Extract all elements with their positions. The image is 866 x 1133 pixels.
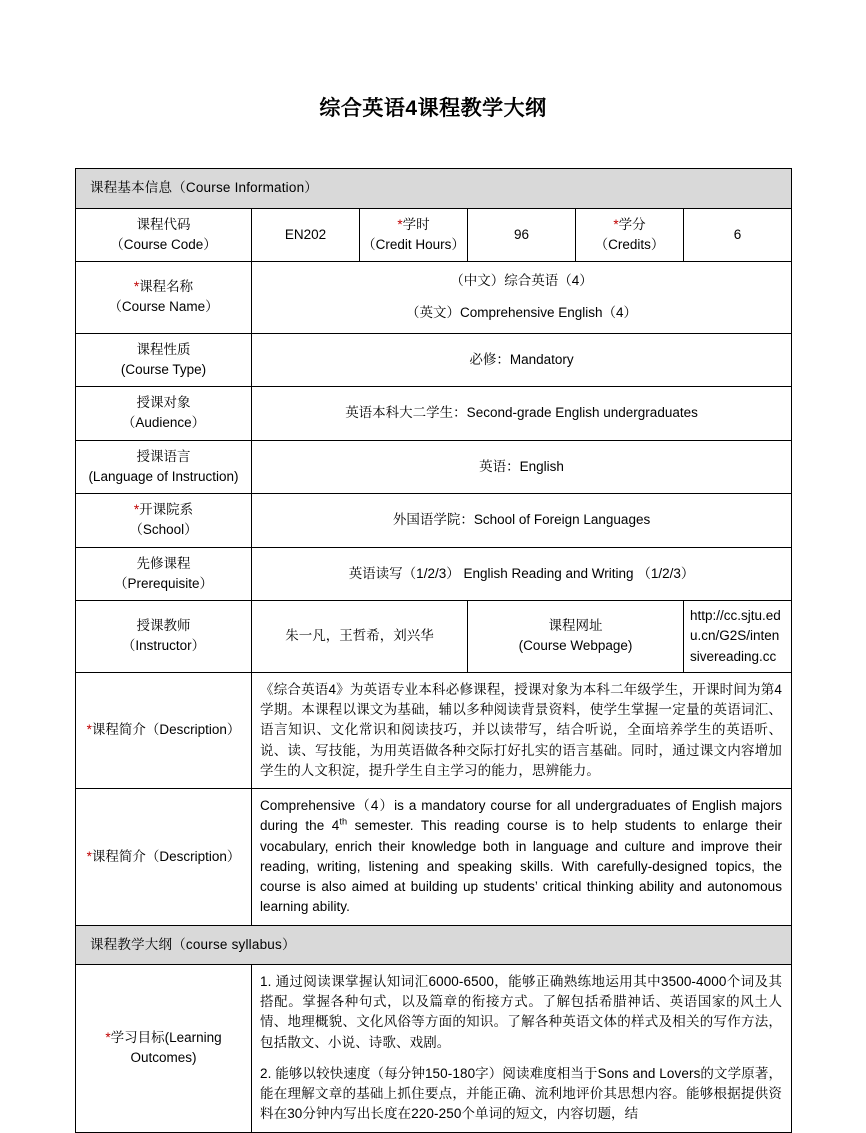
- learning-outcome-item-1: 1. 通过阅读课掌握认知词汇6000-6500，能够正确熟练地运用其中3500-4000个词及其搭配。掌握各种句式，以及篇章的衔接方式。了解包括希腊神话、英语国家的风土人情、地理概貌、文化风俗等方面的知识。了解各种英语文体的样式及相关的写作方法，包括散文、小说、诗歌、戏剧。: [260, 973, 783, 1050]
- table-row: [76, 333, 792, 387]
- section-header-course-syllabus: 课程教学大纲（course syllabus）: [76, 925, 792, 964]
- value-instructor: 朱一凡，王哲希，刘兴华: [252, 601, 468, 673]
- label-course-type-cn: 课程性质: [136, 341, 191, 357]
- table-row: [76, 925, 792, 964]
- spacer: [256, 291, 787, 303]
- label-course-code-en: （Course Code）: [110, 236, 217, 252]
- value-description-en: [252, 789, 792, 926]
- required-marker: *: [397, 216, 403, 232]
- label-credits-cn: *学分: [613, 216, 646, 232]
- label-description-cn: *课程简介（Description）: [76, 672, 252, 788]
- label-prerequisite-en: （Prerequisite）: [113, 575, 214, 591]
- table-row: [76, 262, 792, 334]
- table-row: [76, 208, 792, 262]
- value-credit-hours: 96: [468, 208, 576, 262]
- value-course-name: [252, 262, 792, 334]
- value-course-type: 必修：Mandatory: [252, 333, 792, 387]
- required-marker: *: [105, 1029, 111, 1045]
- table-row: [76, 672, 792, 788]
- label-prerequisite: [76, 547, 252, 601]
- required-marker: *: [133, 502, 140, 518]
- label-credit-hours: [360, 208, 468, 262]
- label-language-of-instruction: [76, 440, 252, 494]
- syllabus-table: [75, 168, 792, 1132]
- label-school-cn: *开课院系: [133, 502, 194, 518]
- label-credits: [576, 208, 684, 262]
- label-course-type-en: (Course Type): [120, 361, 207, 377]
- label-course-name: [76, 262, 252, 334]
- label-course-webpage: [468, 601, 684, 673]
- label-school: [76, 494, 252, 548]
- label-audience-cn: 授课对象: [136, 395, 191, 411]
- value-prerequisite: 英语读写（1/2/3） English Reading and Writing （1/2/3）: [252, 547, 792, 601]
- label-credits-en: （Credits）: [594, 236, 665, 252]
- label-audience: [76, 387, 252, 441]
- label-course-name-en: （Course Name）: [108, 299, 219, 315]
- label-prerequisite-cn: 先修课程: [136, 555, 191, 571]
- label-instructor-cn: 授课教师: [136, 618, 191, 634]
- value-description-cn: 《综合英语4》为英语专业本科必修课程，授课对象为本科二年级学生，开课时间为第4学期。本课程以课文为基础，辅以多种阅读背景资料，使学生掌握一定量的英语词汇、语言知识、文化常识和阅读技巧，并以读带写，结合听说，全面培养学生的英语听、说、读、写技能，为用英语做各种交际打好扎实的语言基础。同时，通过课文内容增加学生的人文积淀，提升学生自主学习的能力，思辨能力。: [252, 672, 792, 788]
- value-course-name-en: （英文）Comprehensive English（4）: [405, 305, 638, 321]
- table-row: [76, 964, 792, 1132]
- table-row: [76, 387, 792, 441]
- required-marker: *: [613, 216, 619, 232]
- label-language-en: (Language of Instruction): [88, 468, 239, 484]
- label-credit-hours-cn: *学时: [397, 216, 430, 232]
- label-description-en: *课程简介（Description）: [76, 789, 252, 926]
- value-course-name-cn: （中文）综合英语（4）: [450, 273, 593, 289]
- learning-outcome-item-2: 2. 能够以较快速度（每分钟150-180字）阅读难度相当于Sons and Lovers的文学原著，能在理解文章的基础上抓住要点，并能正确、流利地评价其思想内容。能够根据提供资料在30分钟内写出长度在220-250个单词的短文，内容切题，结: [260, 1065, 783, 1122]
- label-instructor-en: （Instructor）: [121, 638, 206, 654]
- label-course-name-cn: *课程名称: [133, 279, 194, 295]
- label-instructor: [76, 601, 252, 673]
- label-audience-en: （Audience）: [121, 415, 206, 431]
- label-learning-outcomes: *学习目标(Learning Outcomes): [76, 964, 252, 1132]
- table-row: [76, 547, 792, 601]
- value-course-code: EN202: [252, 208, 360, 262]
- required-marker: *: [133, 279, 140, 295]
- label-course-webpage-cn: 课程网址: [548, 618, 603, 634]
- table-row: [76, 169, 792, 208]
- value-school: 外国语学院：School of Foreign Languages: [252, 494, 792, 548]
- table-row: [76, 440, 792, 494]
- value-course-webpage-url[interactable]: http://cc.sjtu.edu.cn/G2S/intensivereading.cc: [684, 601, 792, 673]
- label-course-code: [76, 208, 252, 262]
- section-header-course-information: 课程基本信息（Course Information）: [76, 169, 792, 208]
- value-audience: 英语本科大二学生：Second-grade English undergraduates: [252, 387, 792, 441]
- label-credit-hours-en: （Credit Hours）: [362, 236, 465, 252]
- label-language-cn: 授课语言: [136, 448, 191, 464]
- value-learning-outcomes: [252, 964, 792, 1132]
- label-course-code-cn: 课程代码: [136, 216, 191, 232]
- label-course-webpage-en: (Course Webpage): [518, 638, 633, 654]
- description-en-ordinal-suffix: th: [339, 816, 348, 827]
- value-language-of-instruction: 英语：English: [252, 440, 792, 494]
- table-row: [76, 789, 792, 926]
- table-row: [76, 601, 792, 673]
- description-en-part2: semester. This reading course is to help students to enlarge their vocabulary, enrich their knowledge both in language and culture and improve their reading, writing, listening and speaking skills. With carefully-designed topics, the course is also aimed at building up students’ critical thinking ability and autonomous learning ability.: [260, 818, 783, 915]
- page-title: 综合英语4课程教学大纲: [319, 97, 547, 120]
- label-school-en: （School）: [129, 522, 198, 538]
- required-marker: *: [86, 848, 92, 864]
- required-marker: *: [86, 722, 92, 738]
- table-row: [76, 494, 792, 548]
- description-en-part1: Comprehensive（4）is a mandatory course for all undergraduates of English majors during the 4: [260, 798, 783, 834]
- label-course-type: [76, 333, 252, 387]
- value-credits: 6: [684, 208, 792, 262]
